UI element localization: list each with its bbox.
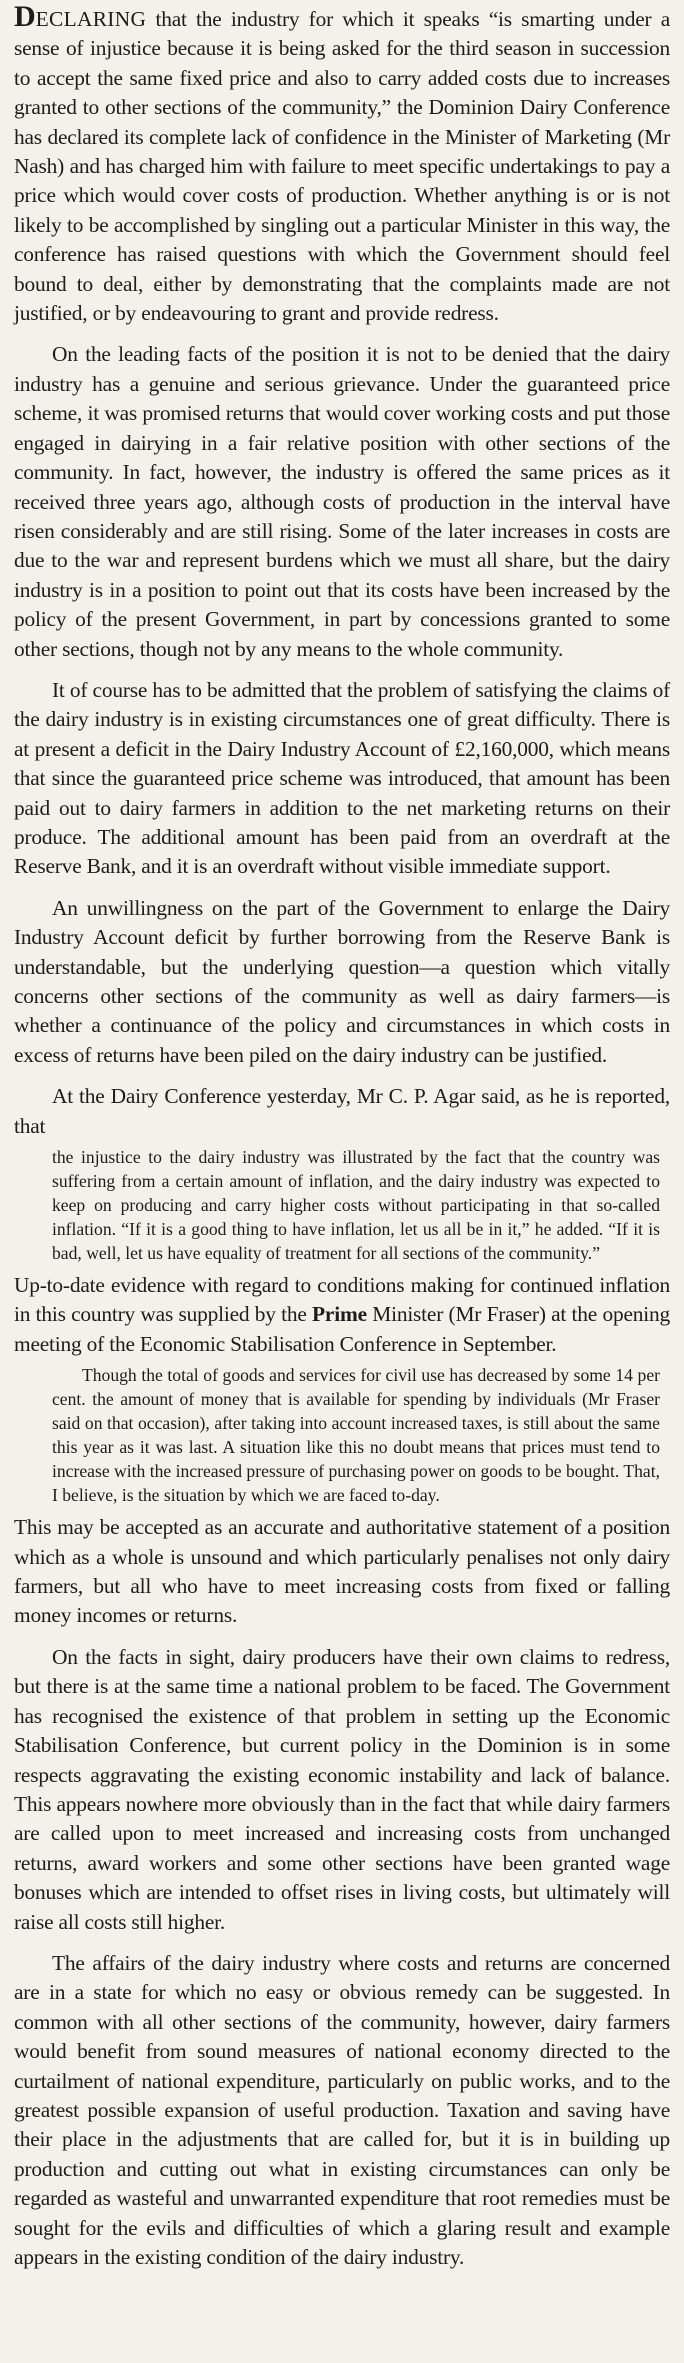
paragraph-fraser-intro [14, 1271, 670, 1359]
paragraph-remedies: The affairs of the dairy industry where costs and returns are concerned are in a state for which no easy or obvious remedy can be suggested. In common with all other sections of the community, however, dairy farmers would benefit from sound measures of national economy directed to the curtailment of national expenditure, particularly on public works, and to the greatest possible expansion of useful production. Taxation and saving have their place in the adjustments that are called for, but it is in building up production and cutting out what in existing circumstances can only be regarded as wasteful and unwarranted expenditure that root remedies must be sought for the evils and difficulties of which a glaring result and example appears in the existing condition of the dairy industry. [14, 1950, 670, 2269]
paragraph-agar-intro: At the Dairy Conference yesterday, Mr C. P. Agar said, as he is reported, that [14, 1084, 670, 1138]
quote-agar-text: the injustice to the dairy industry was illustrated by the fact that the country was suffering from a certain amount of inflation, and the dairy industry was expected to keep on producing and carry higher costs without participating in that so-called inflation. “If it is a good thing to have inflation, let us all be in it,” he added. “If it is bad, well, let us have equality of treatment for all sections of the community.” [52, 1147, 660, 1264]
paragraph-deficit: It of course has to be admitted that the problem of satisfying the claims of the dairy industry is in existing circumstances one of great difficulty. There is at present a deficit in the Dairy Industry Account of £2,160,000, which means that since the guaranteed price scheme was introduced, that amount has been paid out to dairy farmers in addition to the net marketing returns on their produce. The additional amount has been paid from an overdraft at the Reserve Bank, and it is an overdraft without visible immediate support. [14, 677, 670, 879]
paragraph-national-problem: On the facts in sight, dairy producers have their own claims to redress, but there is at the same time a national problem to be faced. The Government has recognised the existence of that problem in setting up the Economic Stabilisation Conference, but current policy in the Dominion is in some respects aggravating the existing economic instability and lack of balance. This appears nowhere more obviously than in the fact that while dairy farmers are called upon to meet increased and increasing costs from unchanged returns, award workers and some other sections have been granted wage bonuses which are intended to offset rises in living costs, but ultimately will raise all costs still higher. [14, 1644, 670, 1934]
paragraph-fraser-after: Minister (Mr Fraser) at the opening meeting of the Economic Stabilisation Conference in September. [14, 1302, 670, 1356]
paragraph-fraser-before: Up-to-date evidence with regard to conditions making for continued inflation in this country was supplied by the [14, 1273, 670, 1327]
quote-fraser-text: Though the total of goods and services for civil use has decreased by some 14 per cent. the amount of money that is available for spending by individuals (Mr Fraser said on that occasion), after taking into account increased taxes, is still about the same this year as it was last. A situation like this no doubt means that prices must tend to increase with the increased pressure of purchasing power on goods to be bought. That, I believe, is the situation by which we are faced to-day. [52, 1365, 660, 1506]
paragraph-unwillingness: An unwillingness on the part of the Government to enlarge the Dairy Industry Account deficit by further borrowing from the Reserve Bank is understandable, but the underlying question—a question which vitally concerns other sections of the community as well as dairy farmers—is whether a continuance of the policy and circumstances in which costs in excess of returns have been piled on the dairy industry can be justified. [14, 895, 670, 1067]
prime-word: Prime [312, 1302, 367, 1327]
quote-agar [52, 1145, 660, 1265]
lead-word: ECLARING [35, 7, 147, 31]
paragraph-opening-text: that the industry for which it speaks “is smarting under a sense of injustice because it is being asked for the third season in succession to accept the same fixed price and also to carry added costs due to increases granted to other sections of the community,” the Dominion Dairy Conference has declared its complete lack of confidence in the Minister of Marketing (Mr Nash) and has charged him with failure to meet specific undertakings to pay a price which would cover costs of production. Whether anything is or is not likely to be accomplished by singling out a particular Minister in this way, the conference has raised questions with which the Government should feel bound to deal, either by demonstrating that the complaints made are not justified, or by endeavouring to grant and provide redress. [14, 7, 670, 326]
drop-cap: D [14, 0, 36, 33]
paragraph-opening [14, 2, 670, 328]
quote-fraser [52, 1363, 660, 1507]
paragraph-accurate-statement: This may be accepted as an accurate and authoritative statement of a position which as a whole is unsound and which particularly penalises not only dairy farmers, but all who have to meet increasing costs from fixed or falling money incomes or returns. [14, 1515, 670, 1628]
paragraph-grievance: On the leading facts of the position it is not to be denied that the dairy industry has a genuine and serious grievance. Under the guaranteed price scheme, it was promised returns that would cover working costs and put those engaged in dairying in a fair relative position with other sections of the community. In fact, however, the industry is offered the same prices as it received three years ago, although costs of production in the interval have risen considerably and are still rising. Some of the later increases in costs are due to the war and represent burdens which we must all share, but the dairy industry is in a position to point out that its costs have been increased by the policy of the present Government, in part by concessions granted to some other sections, though not by any means to the whole community. [14, 342, 670, 661]
